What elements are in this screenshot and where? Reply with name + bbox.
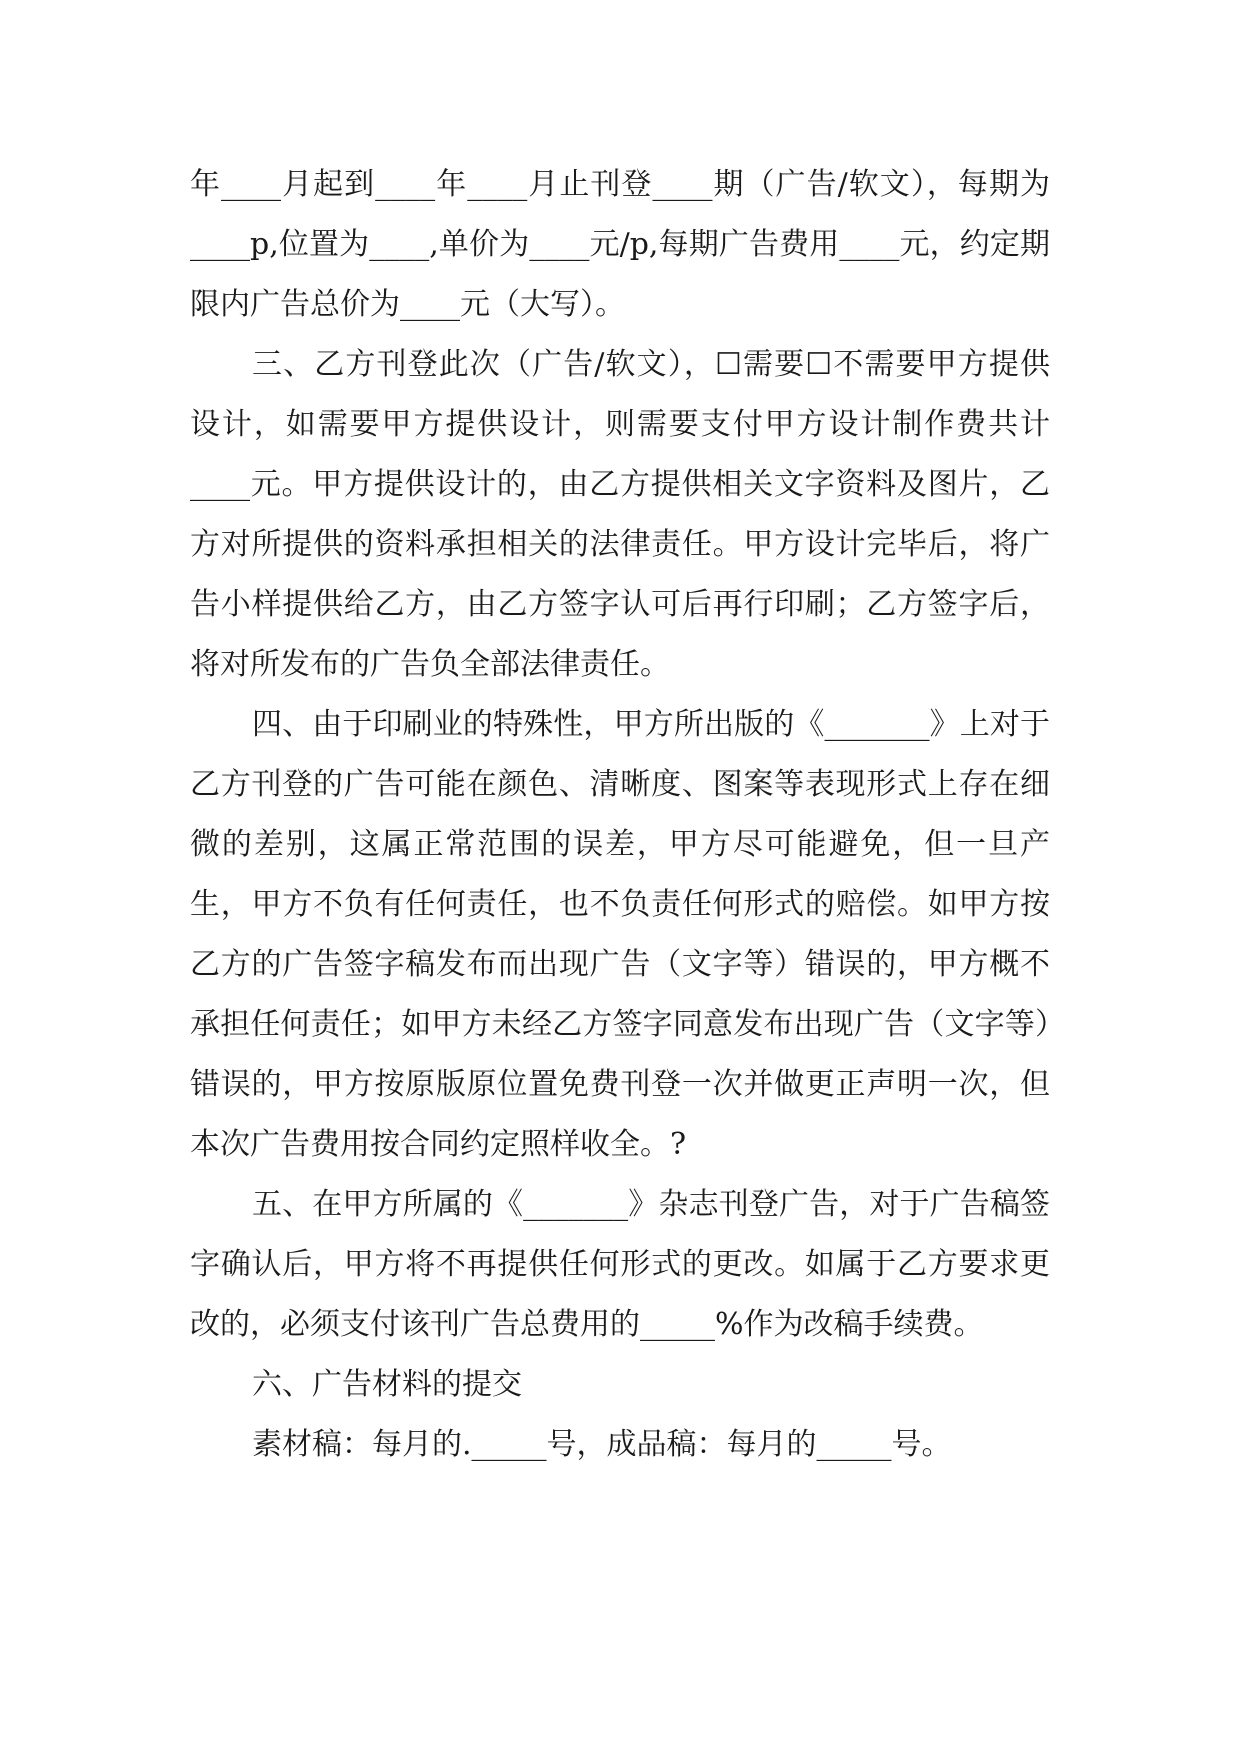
paragraph-clause-five-changes: 五、在甲方所属的《_______》杂志刊登广告，对于广告稿签字确认后，甲方将不再提供任何形式的更改。如属于乙方要求更改的，必须支付该刊广告总费用的_____%作为改稿手续费。 <box>190 1187 1050 1342</box>
paragraph-clause-four-printing: 四、由于印刷业的特殊性，甲方所出版的《_______》上对于乙方刊登的广告可能在颜色、清晰度、图案等表现形式上存在细微的差别，这属正常范围的误差，甲方尽可能避免，但一旦产生，甲方不负有任何责任，也不负责任何形式的赔偿。如甲方按乙方的广告签字稿发布而出现广告（文字等）错误的，甲方概不承担任何责任；如甲方未经乙方签字同意发布出现广告（文字等）错误的，甲方按原版原位置免费刊登一次并做更正声明一次，但本次广告费用按合同约定照样收全。? <box>190 707 1050 1162</box>
paragraph-schedule-and-pricing: 年____月起到____年____月止刊登____期（广告/软文），每期为____p,位置为____,单价为____元/p,每期广告费用____元，约定期限内广告总价为____元（大写）。 <box>190 167 1050 322</box>
contract-body <box>190 155 1050 1475</box>
paragraph-material-deadlines: 素材稿：每月的._____号，成品稿：每月的_____号。 <box>252 1427 952 1462</box>
paragraph-clause-six-heading: 六、广告材料的提交 <box>252 1367 522 1402</box>
paragraph-clause-three-design: 三、乙方刊登此次（广告/软文），☐需要☐不需要甲方提供设计，如需要甲方提供设计，则需要支付甲方设计制作费共计____元。甲方提供设计的，由乙方提供相关文字资料及图片，乙方对所提供的资料承担相关的法律责任。甲方设计完毕后，将广告小样提供给乙方，由乙方签字认可后再行印刷；乙方签字后，将对所发布的广告负全部法律责任。 <box>190 347 1050 682</box>
